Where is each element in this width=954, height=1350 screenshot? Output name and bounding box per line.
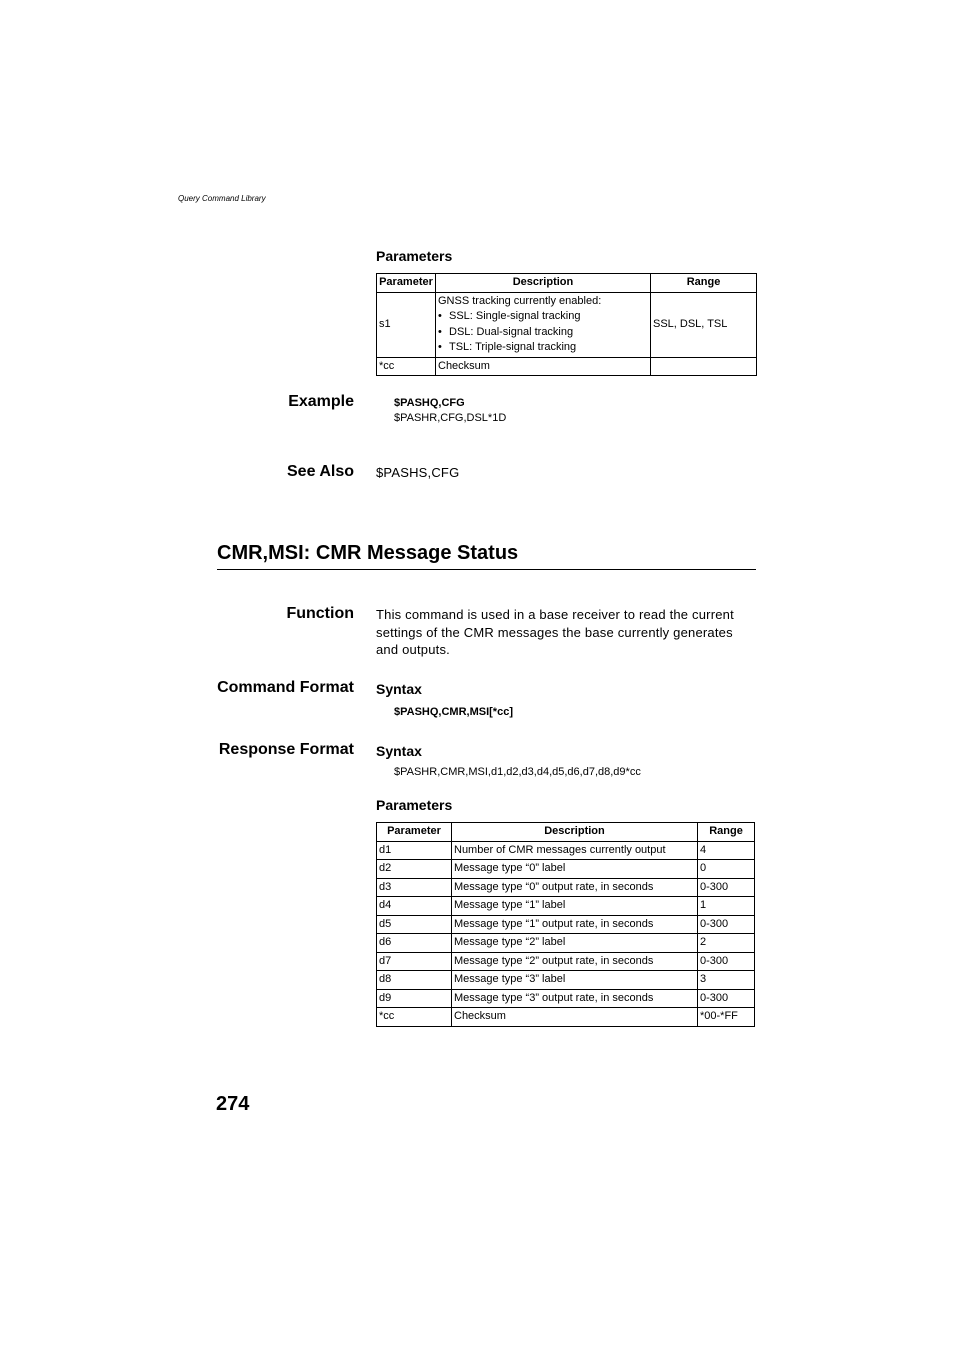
table-row — [377, 1008, 755, 1027]
column-header: Parameter — [377, 823, 452, 842]
range-cell: 0-300 — [698, 915, 755, 934]
example-command: $PASHQ,CFG — [394, 397, 465, 409]
param-cell: *cc — [377, 357, 436, 376]
column-header: Range — [698, 823, 755, 842]
range-cell: 0 — [698, 860, 755, 879]
table-row — [377, 934, 755, 953]
param-cell: d9 — [377, 989, 452, 1008]
list-item: • TSL: Triple-signal tracking — [438, 340, 648, 356]
table-header-row — [377, 274, 757, 293]
table-row — [377, 841, 755, 860]
param-cell: d2 — [377, 860, 452, 879]
range-cell: 3 — [698, 971, 755, 990]
table-row — [377, 971, 755, 990]
see-also-label: See Also — [287, 463, 354, 480]
function-text: This command is used in a base receiver to read the current settings of the CMR messages the base currently generates and outputs. — [376, 607, 734, 657]
description-cell: Checksum — [452, 1008, 698, 1027]
response-syntax-label: Syntax — [376, 743, 422, 759]
table-row — [377, 357, 757, 376]
range-cell: *00-*FF — [698, 1008, 755, 1027]
column-header: Description — [436, 274, 651, 293]
table-row — [377, 897, 755, 916]
range-cell: 0-300 — [698, 878, 755, 897]
parameters-table — [376, 273, 757, 376]
range-cell: 0-300 — [698, 989, 755, 1008]
description-cell: Message type “0” label — [452, 860, 698, 879]
range-cell: 2 — [698, 934, 755, 953]
description-cell: Message type “0” output rate, in seconds — [452, 878, 698, 897]
description-cell: Message type “3” output rate, in seconds — [452, 989, 698, 1008]
see-also-value: $PASHS,CFG — [376, 465, 460, 480]
parameters-heading: Parameters — [376, 797, 453, 813]
running-header: Query Command Library — [178, 194, 266, 203]
param-cell: *cc — [377, 1008, 452, 1027]
command-syntax: $PASHQ,CMR,MSI[*cc] — [394, 706, 513, 718]
example-response: $PASHR,CFG,DSL*1D — [394, 412, 507, 424]
range-cell: 0-300 — [698, 952, 755, 971]
param-cell: d5 — [377, 915, 452, 934]
column-header: Parameter — [377, 274, 436, 293]
param-cell: d4 — [377, 897, 452, 916]
range-cell — [651, 357, 757, 376]
param-cell: d3 — [377, 878, 452, 897]
description-cell — [436, 292, 651, 357]
table-row — [377, 860, 755, 879]
table-header-row — [377, 823, 755, 842]
param-cell: d7 — [377, 952, 452, 971]
list-item: • SSL: Single-signal tracking — [438, 309, 648, 325]
range-cell: 1 — [698, 897, 755, 916]
response-format-label: Response Format — [218, 741, 354, 758]
description-cell: Message type “2” output rate, in seconds — [452, 952, 698, 971]
param-cell: d8 — [377, 971, 452, 990]
response-syntax: $PASHR,CMR,MSI,d1,d2,d3,d4,d5,d6,d7,d8,d9*cc — [394, 766, 641, 778]
table-row — [377, 915, 755, 934]
description-cell: Message type “1” label — [452, 897, 698, 916]
section-title: CMR,MSI: CMR Message Status — [217, 542, 519, 564]
parameters-table — [376, 822, 755, 1027]
page-number: 274 — [216, 1093, 250, 1115]
table-row — [377, 292, 757, 357]
param-cell: d6 — [377, 934, 452, 953]
description-cell: Message type “1” output rate, in seconds — [452, 915, 698, 934]
title-rule — [217, 569, 756, 570]
description-cell: Message type “2” label — [452, 934, 698, 953]
description-intro: GNSS tracking currently enabled: — [438, 294, 602, 307]
description-cell: Checksum — [436, 357, 651, 376]
command-syntax-label: Syntax — [376, 681, 422, 697]
command-format-label: Command Format — [217, 679, 354, 696]
parameters-heading: Parameters — [376, 248, 453, 264]
range-cell: SSL, DSL, TSL — [651, 292, 757, 357]
column-header: Description — [452, 823, 698, 842]
list-item: • DSL: Dual-signal tracking — [438, 325, 648, 341]
description-cell: Number of CMR messages currently output — [452, 841, 698, 860]
table-row — [377, 989, 755, 1008]
bullet-list — [438, 309, 648, 356]
function-label: Function — [286, 605, 354, 622]
param-cell: d1 — [377, 841, 452, 860]
table-row — [377, 952, 755, 971]
example-label: Example — [288, 393, 354, 410]
column-header: Range — [651, 274, 757, 293]
param-cell: s1 — [377, 292, 436, 357]
table-row — [377, 878, 755, 897]
description-cell: Message type “3” label — [452, 971, 698, 990]
range-cell: 4 — [698, 841, 755, 860]
